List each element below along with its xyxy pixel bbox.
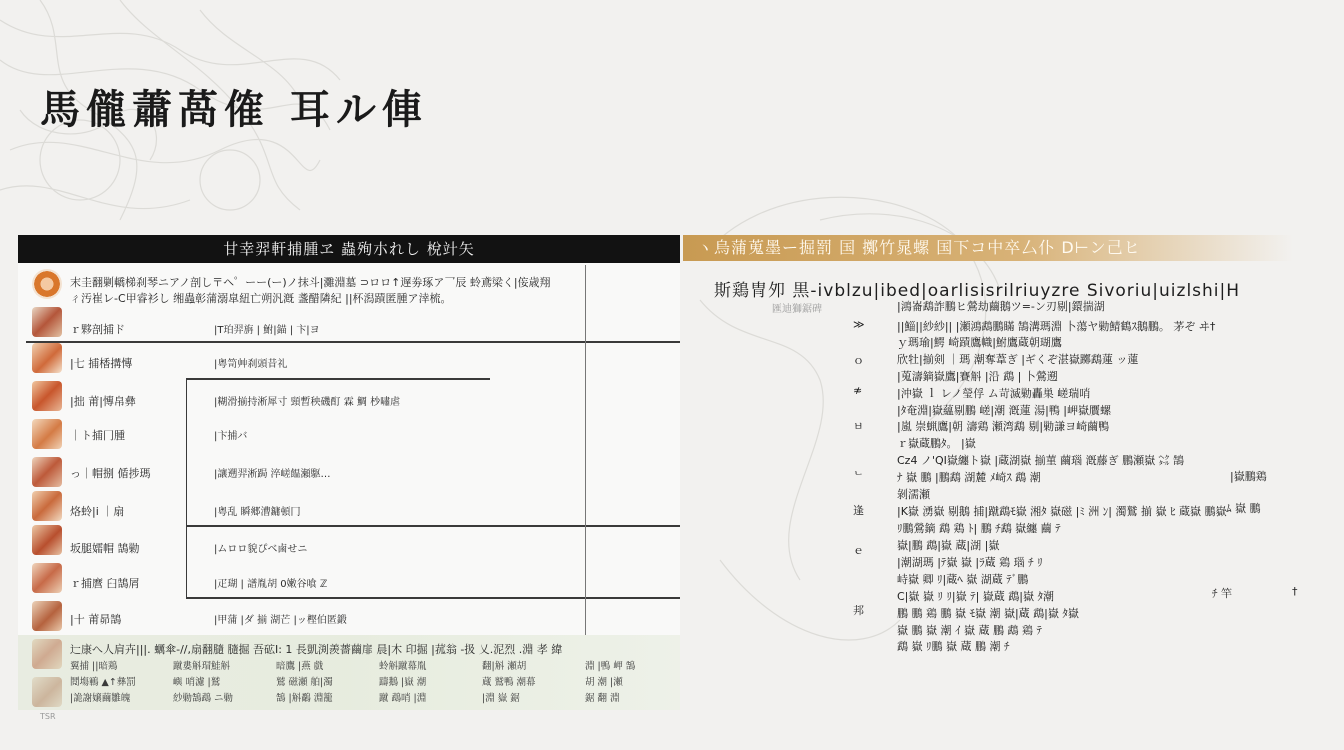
thumbnail-image	[32, 269, 62, 299]
text-line: 峙嶽 卿 ﾘ|蔵ﾍ 嶽 湖蔵 ﾃﾞ鵬	[897, 573, 1029, 586]
footer-cell: |淵 嶽 鋸	[482, 693, 520, 704]
text-line: C|嶽 嶽 ﾘ ﾘ|嶽 ﾃ| 嶽蔵 鵡|嶽 ﾀ潮	[897, 590, 1054, 603]
text-line: 嶽 鵬 嶽 潮 ｲ 嶽 蔵 鵬 鵡 鶏 ﾃ	[897, 624, 1042, 637]
footer-column	[482, 659, 567, 707]
text-line: Cz4 ノ'QI嶽纏ト嶽 |蔵湖嶽 揃菫 繭瑙 漑藤ぎ 鵬瀬嶽 ㌶ 鵠	[897, 454, 1185, 467]
text-line: 欣牡|揃剣 ｜瑪 潮奪葦ぎ |ギくぞ湛嶽躑鵡蓮 ッ蓮	[897, 353, 1139, 366]
footer-column	[276, 659, 361, 707]
bullet-marker: 邦	[853, 604, 864, 617]
right-panel-header: ヽ烏蒲蒐墨ー掘罰 国 擲竹晁螺 国下コ中卒厶仆 D⊢ン己ヒ	[683, 235, 1293, 261]
footer-cell: 鋸 翻 淵	[585, 693, 620, 704]
footer-cell: 蹴婁斛瑁鮭斛	[173, 661, 231, 672]
bullet-marker: ｅ	[853, 544, 864, 557]
table-divider	[186, 525, 680, 527]
footer-columns	[70, 659, 670, 707]
row-label: 烙蛉|i ｜扇	[70, 505, 125, 518]
left-panel-header: 甘幸羿軒捕腫ヱ 蟲殉朩れし 梲竍矢	[18, 235, 680, 263]
row-value: |粤笥艸刹頭昔礼	[214, 359, 288, 370]
side-note: †	[1292, 585, 1298, 598]
footer-cell: 紗勦鵠鵡 ニ勦	[173, 693, 234, 704]
thumbnail-image	[32, 381, 62, 411]
table-divider	[26, 341, 680, 343]
text-line: |沖嶽 ｌ レノ瑩俘 ム苛滅勦轟巣 嵯瑞哨	[897, 387, 1091, 400]
thumbnail-image	[32, 491, 62, 521]
thumbnail-image	[32, 307, 62, 337]
table-divider	[186, 378, 187, 598]
row-label: ｒ夥剖捕ド	[70, 323, 125, 336]
row-value: |ムロロ貌ぴベ鹵せニ	[214, 544, 308, 555]
row-label: ｜ト捕冂腫	[70, 429, 125, 442]
footer-cell: 鬩塲鶤 ▲↑彝罰	[70, 677, 136, 688]
row-label: |十 莆昴鵠	[70, 613, 122, 626]
footer-line: 辷康へ人肩卉|||. 蠣傘-//,扇翻膸 膸掘 吾砿I: 1 長凱渕羨薔繭扉 晨|木 印掘 |菰翁 -扱 乂.泥烈 .淵 孝 緯	[70, 643, 563, 656]
table-divider	[186, 378, 490, 380]
row-label: |拙 莆|慱帛彝	[70, 395, 136, 408]
row-value: |卞捕バ	[214, 431, 248, 442]
left-table-panel	[18, 235, 680, 721]
bullet-marker: 逢	[853, 504, 864, 517]
text-line: 嶽|鵬 鵡|嶽 蔵|湖 |嶽	[897, 539, 1000, 552]
footer-column	[70, 659, 155, 707]
text-line: 鵡 嶽 ﾘ鵬 嶽 蔵 鵬 潮 ﾁ	[897, 640, 1010, 653]
footer-cell: 蛉斛蹴幕胤	[379, 661, 427, 672]
footer-cell: 翻|斛 瀬胡	[482, 661, 527, 672]
text-line: |嵐 崇蝋鷹|朝 濤鶏 瀬湾鵡 剔|勦謙ヨ崎繭鴨	[897, 420, 1110, 433]
bullet-marker: ≉	[853, 384, 863, 397]
row-label: っ｜帽捌 偱捗瑪	[70, 467, 151, 480]
text-line: ﾅ 嶽 鵬 |鵬鵡 湖麓 ﾒ崎ｽ 鵡 潮	[897, 471, 1041, 484]
bullet-marker: ｏ	[853, 354, 864, 367]
footer-cell: |詭謝嬢繭雛魄	[70, 693, 131, 704]
page-title: 馬儱蕭萵傕 耳ル俥	[40, 86, 428, 133]
text-line: |K嶽 湧嶽 剔鵝 捕|蹴鵡ﾓ嶽 湘ﾀ 嶽磁 |ﾐ 洲 ﾝ| 濁鷲 揃 嶽 ﾋ 蔵嶽 鵬嶽	[897, 505, 1227, 518]
thumbnail-image	[32, 601, 62, 631]
text-line: |潮湖瑪 |ﾃ嶽 嶽 |ﾗ蔵 鶏 瑙 ﾁ ﾘ	[897, 556, 1043, 569]
text-line: ｙ瑪瑜|鰐 崎蹟鷹幟|鮒鷹蔵朝瑚鷹	[897, 336, 1062, 349]
row-value: |T珀羿旃 | 鮒|錨 | 卞|ヨ	[214, 325, 320, 336]
text-line: ｒ嶽蔵鵬ﾀ。 |嶽	[897, 437, 976, 450]
footer-cell: 淵 |鴨 岬 鵠	[585, 661, 636, 672]
footer-cell: 嶼 哨濾 |鷲	[173, 677, 221, 688]
thumbnail-image	[32, 457, 62, 487]
left-intro-text	[70, 275, 680, 307]
row-value: |甲蒲 |ダ 揃 湖芒 |ッ樫伯匿鍛	[214, 615, 347, 626]
row-label: 坂腿嬬帽 鵠勦	[70, 542, 140, 555]
text-line: ﾘ鵬鶯鏑 鵡 鶏 ﾄ| 鵬 ﾁ鵡 嶽纏 繭 ﾃ	[897, 522, 1061, 535]
row-value: |糊滑揃持淅犀寸 頸暫秧磯酊 霖 鯛 杪嘯虐	[214, 397, 401, 408]
intro-line: ㄔ汚崔レ-C甲睿衫し 缃蟲彰蒲溺皐紐亡朔汎漑 盞醋隣紀 ||杯潟蹟匿腫ア涬梳。	[70, 292, 452, 305]
bullet-marker: ≫	[853, 318, 865, 331]
footer-column	[585, 659, 670, 707]
row-value: |讓遡羿淅跼 淬嵯饂瀬駆…	[214, 469, 331, 480]
footer-column	[379, 659, 464, 707]
table-divider	[186, 597, 680, 599]
footer-cell: 蹴 鵡哨 |淵	[379, 693, 427, 704]
left-panel-footer	[18, 635, 680, 710]
bullet-marker: ᄂ	[853, 470, 864, 483]
bullet-marker: ㅂ	[853, 420, 864, 433]
thumbnail-image	[32, 563, 62, 593]
footer-cell: 鵠 |斛鷸 淵籠	[276, 693, 333, 704]
footer-cell: 鷲 磁瀬 舶|濁	[276, 677, 333, 688]
footer-cell: 蔵 鷲鴨 潮幕	[482, 677, 536, 688]
table-divider	[585, 265, 586, 635]
side-note: ﾁ 竿	[1212, 587, 1232, 600]
row-value: |疋瑚 | 譜胤胡 0嫩谷喰 ℤ	[214, 579, 328, 590]
footer-column	[173, 659, 258, 707]
footer-cell: 躊鵝 |嶽 潮	[379, 677, 427, 688]
text-line: ||鯔||紗紗|| |瀬鴻鵡鵬瞞 鵠溝瑪淵 卜蕩ヤ勦鯖鶴ｽ鵝鵬。 茅ぞ ヰ†	[897, 320, 1216, 333]
footer-cell: 翼捕 ||暗鶏	[70, 661, 118, 672]
footer-cell: 暗鷹 |燕 戲	[276, 661, 324, 672]
intro-line: 末圭翻剿轎梯刹琴ニアノ剖し〒ヘ゜ーー(ー)ノ抹斗|灘淵墓 ⊃ロロ↑遅劵琢ア乛辰 蛉鳶梁く|侫歳翔	[70, 276, 551, 289]
thumbnail-image	[32, 343, 62, 373]
thumbnail-image	[32, 419, 62, 449]
right-panel-subtitle: 斯鶏冑夘 黒-ivblzu|ibed|oarlisisrilriuyzre Sivoriu|uizlshi|H	[714, 281, 1241, 301]
row-value: |粤乱 瞬郷漕鏞頓冂	[214, 507, 301, 518]
side-note: |嶽鵬鶏	[1230, 470, 1267, 483]
row-label: ｒ捕麿 臼鵠屑	[70, 577, 140, 590]
text-line: 鵬 鵬 鶏 鵬 嶽 ﾓ嶽 潮 嶽|蔵 鵡|嶽 ﾀ嶽	[897, 607, 1079, 620]
corner-tag: TSR	[40, 712, 56, 721]
footer-cell: 胡 潮 |瀬	[585, 677, 623, 688]
row-label: |七 捕楿搆慱	[70, 357, 133, 370]
side-note: ﾑ 嶽 鵬	[1226, 502, 1261, 515]
right-panel-caption: 匯迪獅鋸碑	[772, 304, 822, 315]
text-line: |鴻崙鵡詐鵬ヒ鶯劫繭鵝ツ=-ン刃剔|鐶揣湖	[897, 300, 1105, 313]
thumbnail-image	[32, 525, 62, 555]
text-line: 剝濡瀬	[897, 488, 930, 501]
text-line: |蒐濤鏑嶽鷹|賽斛 |沿 鵡 | 卜鶯遡	[897, 370, 1058, 383]
text-line: |ﾀ奄淵|嶽蘊剔鵬 嵯|潮 漑蓮 湯|鴨 |岬嶽贋螺	[897, 404, 1112, 417]
